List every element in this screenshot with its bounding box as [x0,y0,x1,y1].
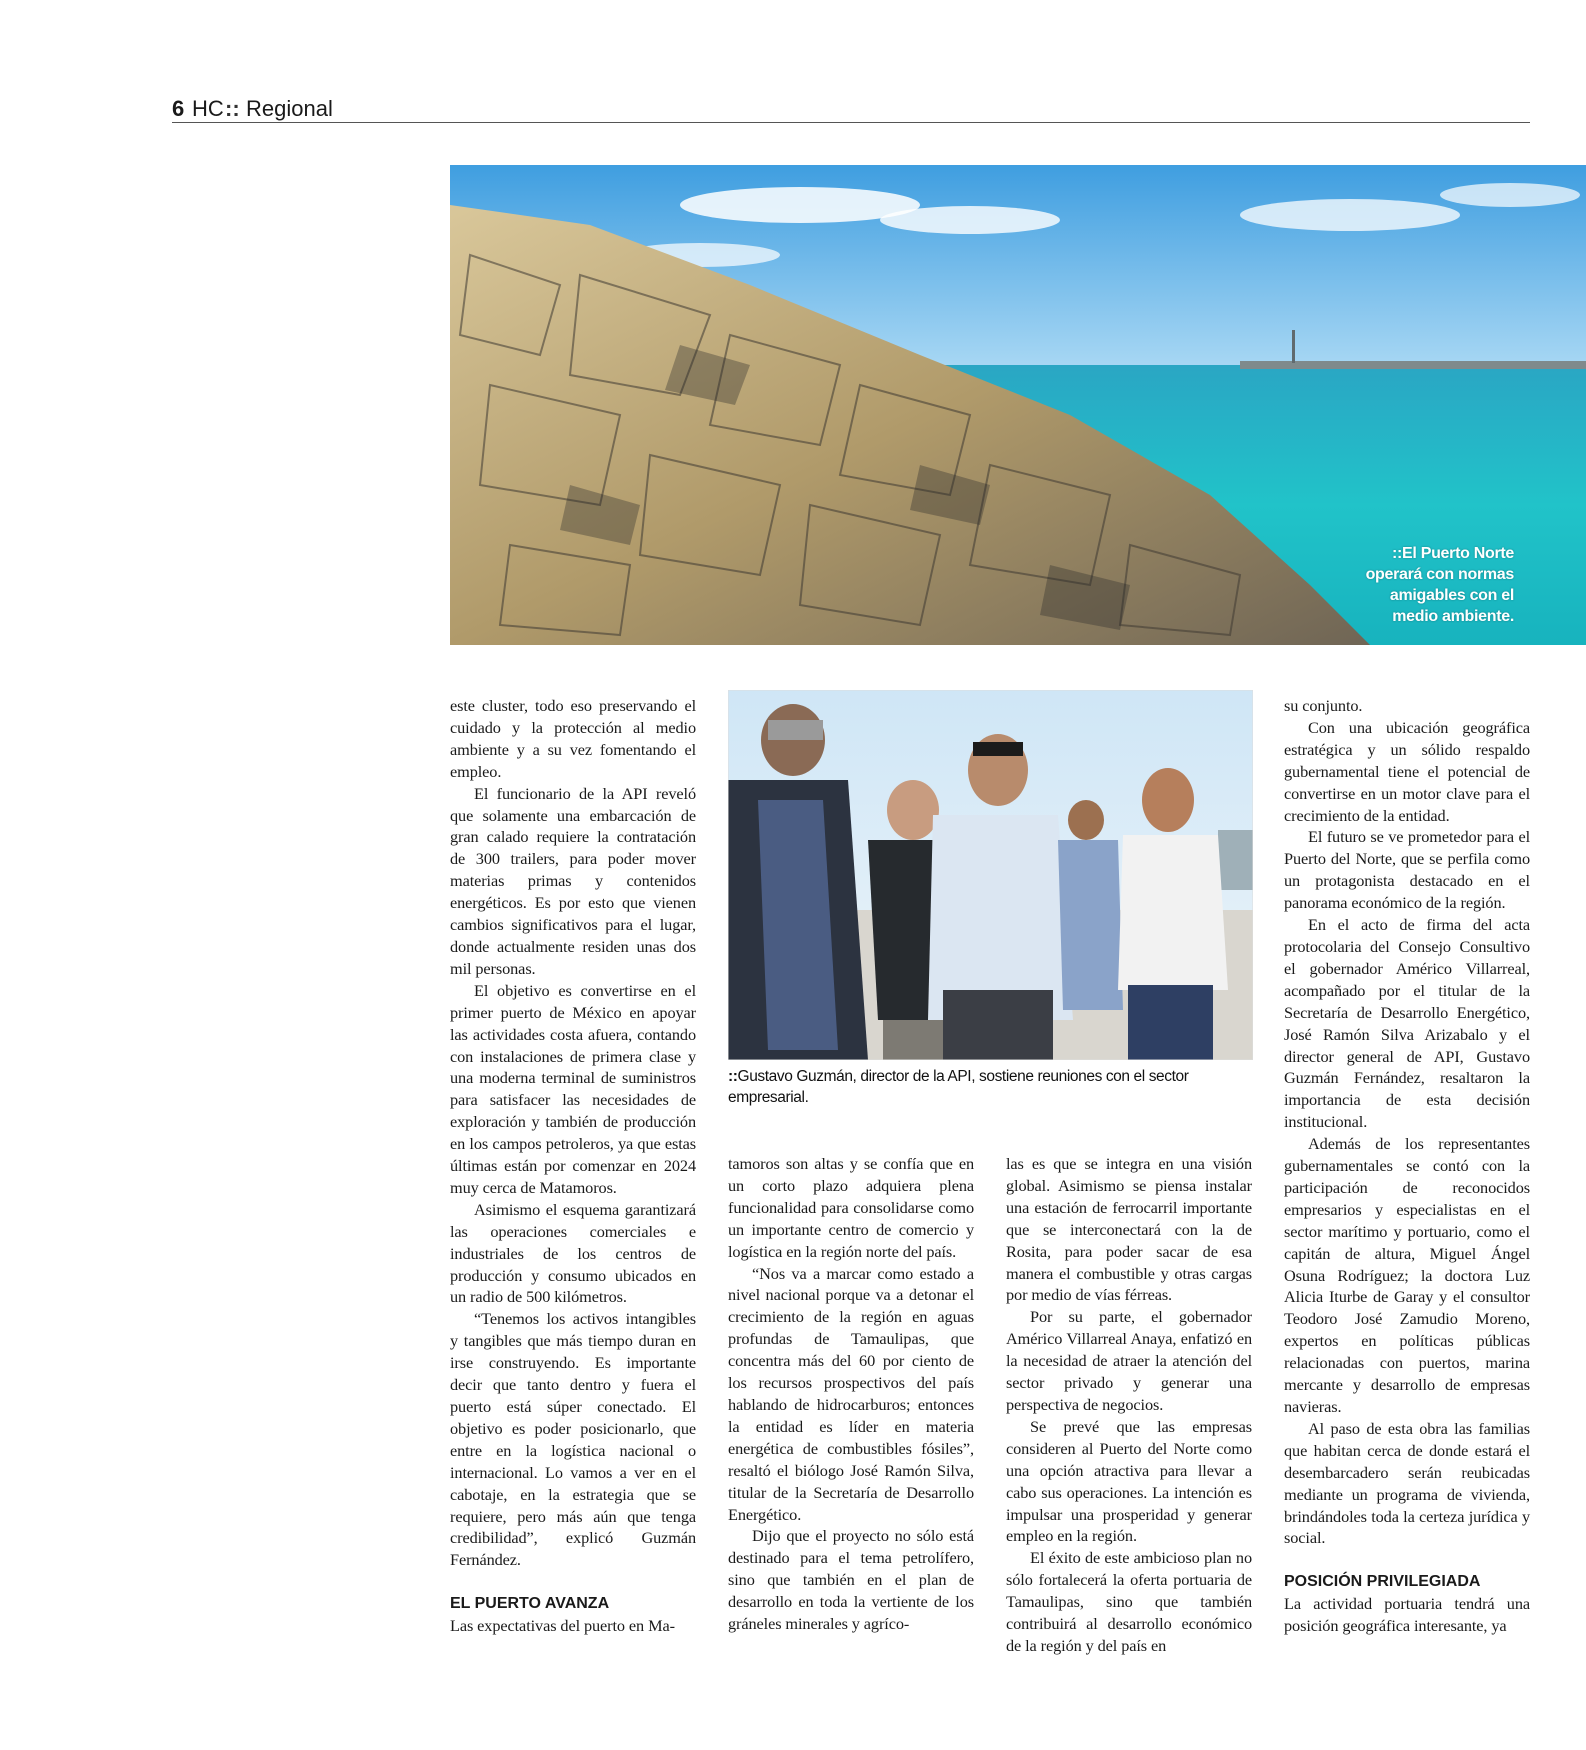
paragraph: Por su parte, el gobernador Américo Villarreal Anaya, enfatizó en la necesidad de atraer la atención del sector privado y generar una perspectiva de negocios. [1006,1307,1252,1414]
paragraph: Dijo que el proyecto no sólo está destinado para el tema petrolífero, sino que también en el plan de desarrollo en toda la vertiente de los gráneles minerales y agríco- [728,1526,974,1634]
paragraph: En el acto de firma del acta protocolaria del Consejo Consultivo el gobernador Américo Villarreal, acompañado por el titular de la Secretaría de Desarrollo Energético, José Ramón Silva Arizabalo y el director general de API, Gustavo Guzmán Fernández, resaltaron la importancia de esta decisión institucional. [1284,915,1530,1132]
paragraph: su conjunto. [1284,696,1363,715]
paragraph: Se prevé que las empresas consideren al Puerto del Norte como una opción atractiva para llevar a cabo sus operaciones. La intención es impulsar una prosperidad y generar empleo en la región. [1006,1416,1252,1546]
publication-name: HC [192,96,224,121]
header-separator: :: [225,96,240,121]
subheading: POSICIÓN PRIVILEGIADA [1284,1573,1481,1591]
paragraph: Con una ubicación geográfica estratégica y un sólido respaldo gubernamental tiene el potencial de convertirse en un motor clave para el crecimiento de la entidad. [1284,717,1530,825]
article-column-1 [450,695,696,1637]
paragraph: Además de los representantes gubernamentales se contó con la participación de reconocidos empresarios y especialistas en el sector marítimo y portuario, como el capitán de altura, Miguel Ángel Osuna Rodríguez; la doctora Luz Alicia Iturbe de Garay y el consultor Teodoro José Zamudio Moreno, expertos en políticas públicas relacionadas con puertos, marina mercante y desarrollo de empresas navieras. [1284,1134,1530,1416]
meeting-photo [728,690,1253,1060]
paragraph: El objetivo es convertirse en el primer puerto de México en apoyar las actividades costa afuera, contando con instalaciones de primera clase y una moderna terminal de suministros para satisfacer las necesidades de exploración y también de producción en los campos petroleros, ya que estas últimas están por comenzar en 2024 muy cerca de Matamoros. [450,980,696,1197]
paragraph: El éxito de este ambicioso plan no sólo fortalecerá la oferta portuaria de Tamaulipas, sino que también contribuirá al desarrollo económico de la región y del país en [1006,1548,1252,1655]
paragraph: Al paso de esta obra las familias que habitan cerca de donde estará el desembarcadero serán reubicadas mediante un programa de vivienda, brindándoles toda la certeza jurídica y social. [1284,1418,1530,1548]
caption-marker: :: [728,1068,738,1085]
hero-caption-line: amigables con el [1389,587,1514,604]
meeting-photo-caption [728,1066,1253,1108]
people-meeting-photo-icon [728,690,1253,1060]
article-column-3 [1006,1153,1252,1657]
paragraph: este cluster, todo eso preservando el cuidado y la protección al medio ambiente y a su vez fomentando el empleo. [450,696,696,781]
section-name: Regional [246,96,333,121]
paragraph: las es que se integra en una visión global. Asimismo se piensa instalar una estación de ferrocarril importante que se interconectará con la de Rosita, para poder sacar de esa manera el combustible y otras cargas por medio de vías férreas. [1006,1154,1252,1305]
page-number: 6 [172,96,185,121]
article-column-2 [728,1153,974,1635]
paragraph: Las expectativas del puerto en Ma- [450,1616,675,1636]
paragraph: La actividad portuaria tendrá una posición geográfica interesante, ya [1284,1594,1530,1636]
page-header [172,96,1530,123]
hero-caption-line: operará con normas [1365,566,1514,583]
hero-caption-line: El Puerto Norte [1402,545,1514,562]
paragraph: “Nos va a marcar como estado a nivel nacional porque va a detonar el crecimiento de la región en aguas profundas de Tamaulipas, que concentra más del 60 por ciento de los recursos prospectivos del país hablando de hidrocarburos; entonces la entidad es líder en materia energética de combustibles fósiles”, resaltó el biólogo José Ramón Silva, titular de la Secretaría de Desarrollo Energético. [728,1263,974,1524]
paragraph: El funcionario de la API reveló que solamente una embarcación de gran calado requiere la contratación de 300 trailers, para poder mover materias primas y contenidos energéticos. Es por esto que vienen cambios significativos para el lugar, donde actualmente residen unas dos mil personas. [450,783,696,978]
hero-caption-line: medio ambiente. [1392,608,1514,625]
subheading: EL PUERTO AVANZA [450,1595,610,1613]
hero-caption [1294,543,1514,627]
paragraph: tamoros son altas y se confía que en un corto plazo adquiera plena funcionalidad para consolidarse como un importante centro de comercio y logística en la región norte del país. [728,1154,974,1261]
paragraph: El futuro se ve prometedor para el Puerto del Norte, que se perfila como un protagonista destacado en el panorama económico de la región. [1284,827,1530,913]
caption-marker: :: [1391,545,1403,562]
paragraph: “Tenemos los activos intangibles y tangibles que más tiempo duran en irse construyendo. Es importante decir que tanto dentro y fuera el puerto está súper conectado. El objetivo es poder posicionarlo, que entre en la logística nacional o internacional. Lo vamos a ver en el cabotaje, en la estrategia que se requiere, pero más aún que tenga credibilidad”, explicó Guzmán Fernández. [450,1309,696,1570]
hero-photo [450,165,1586,645]
article-column-4 [1284,695,1530,1637]
meeting-caption-text: Gustavo Guzmán, director de la API, sostiene reuniones con el sector empresarial. [728,1068,1189,1106]
paragraph: Asimismo el esquema garantizará las operaciones comerciales e industriales de los centros de producción y consumo ubicados en un radio de 500 kilómetros. [450,1199,696,1307]
